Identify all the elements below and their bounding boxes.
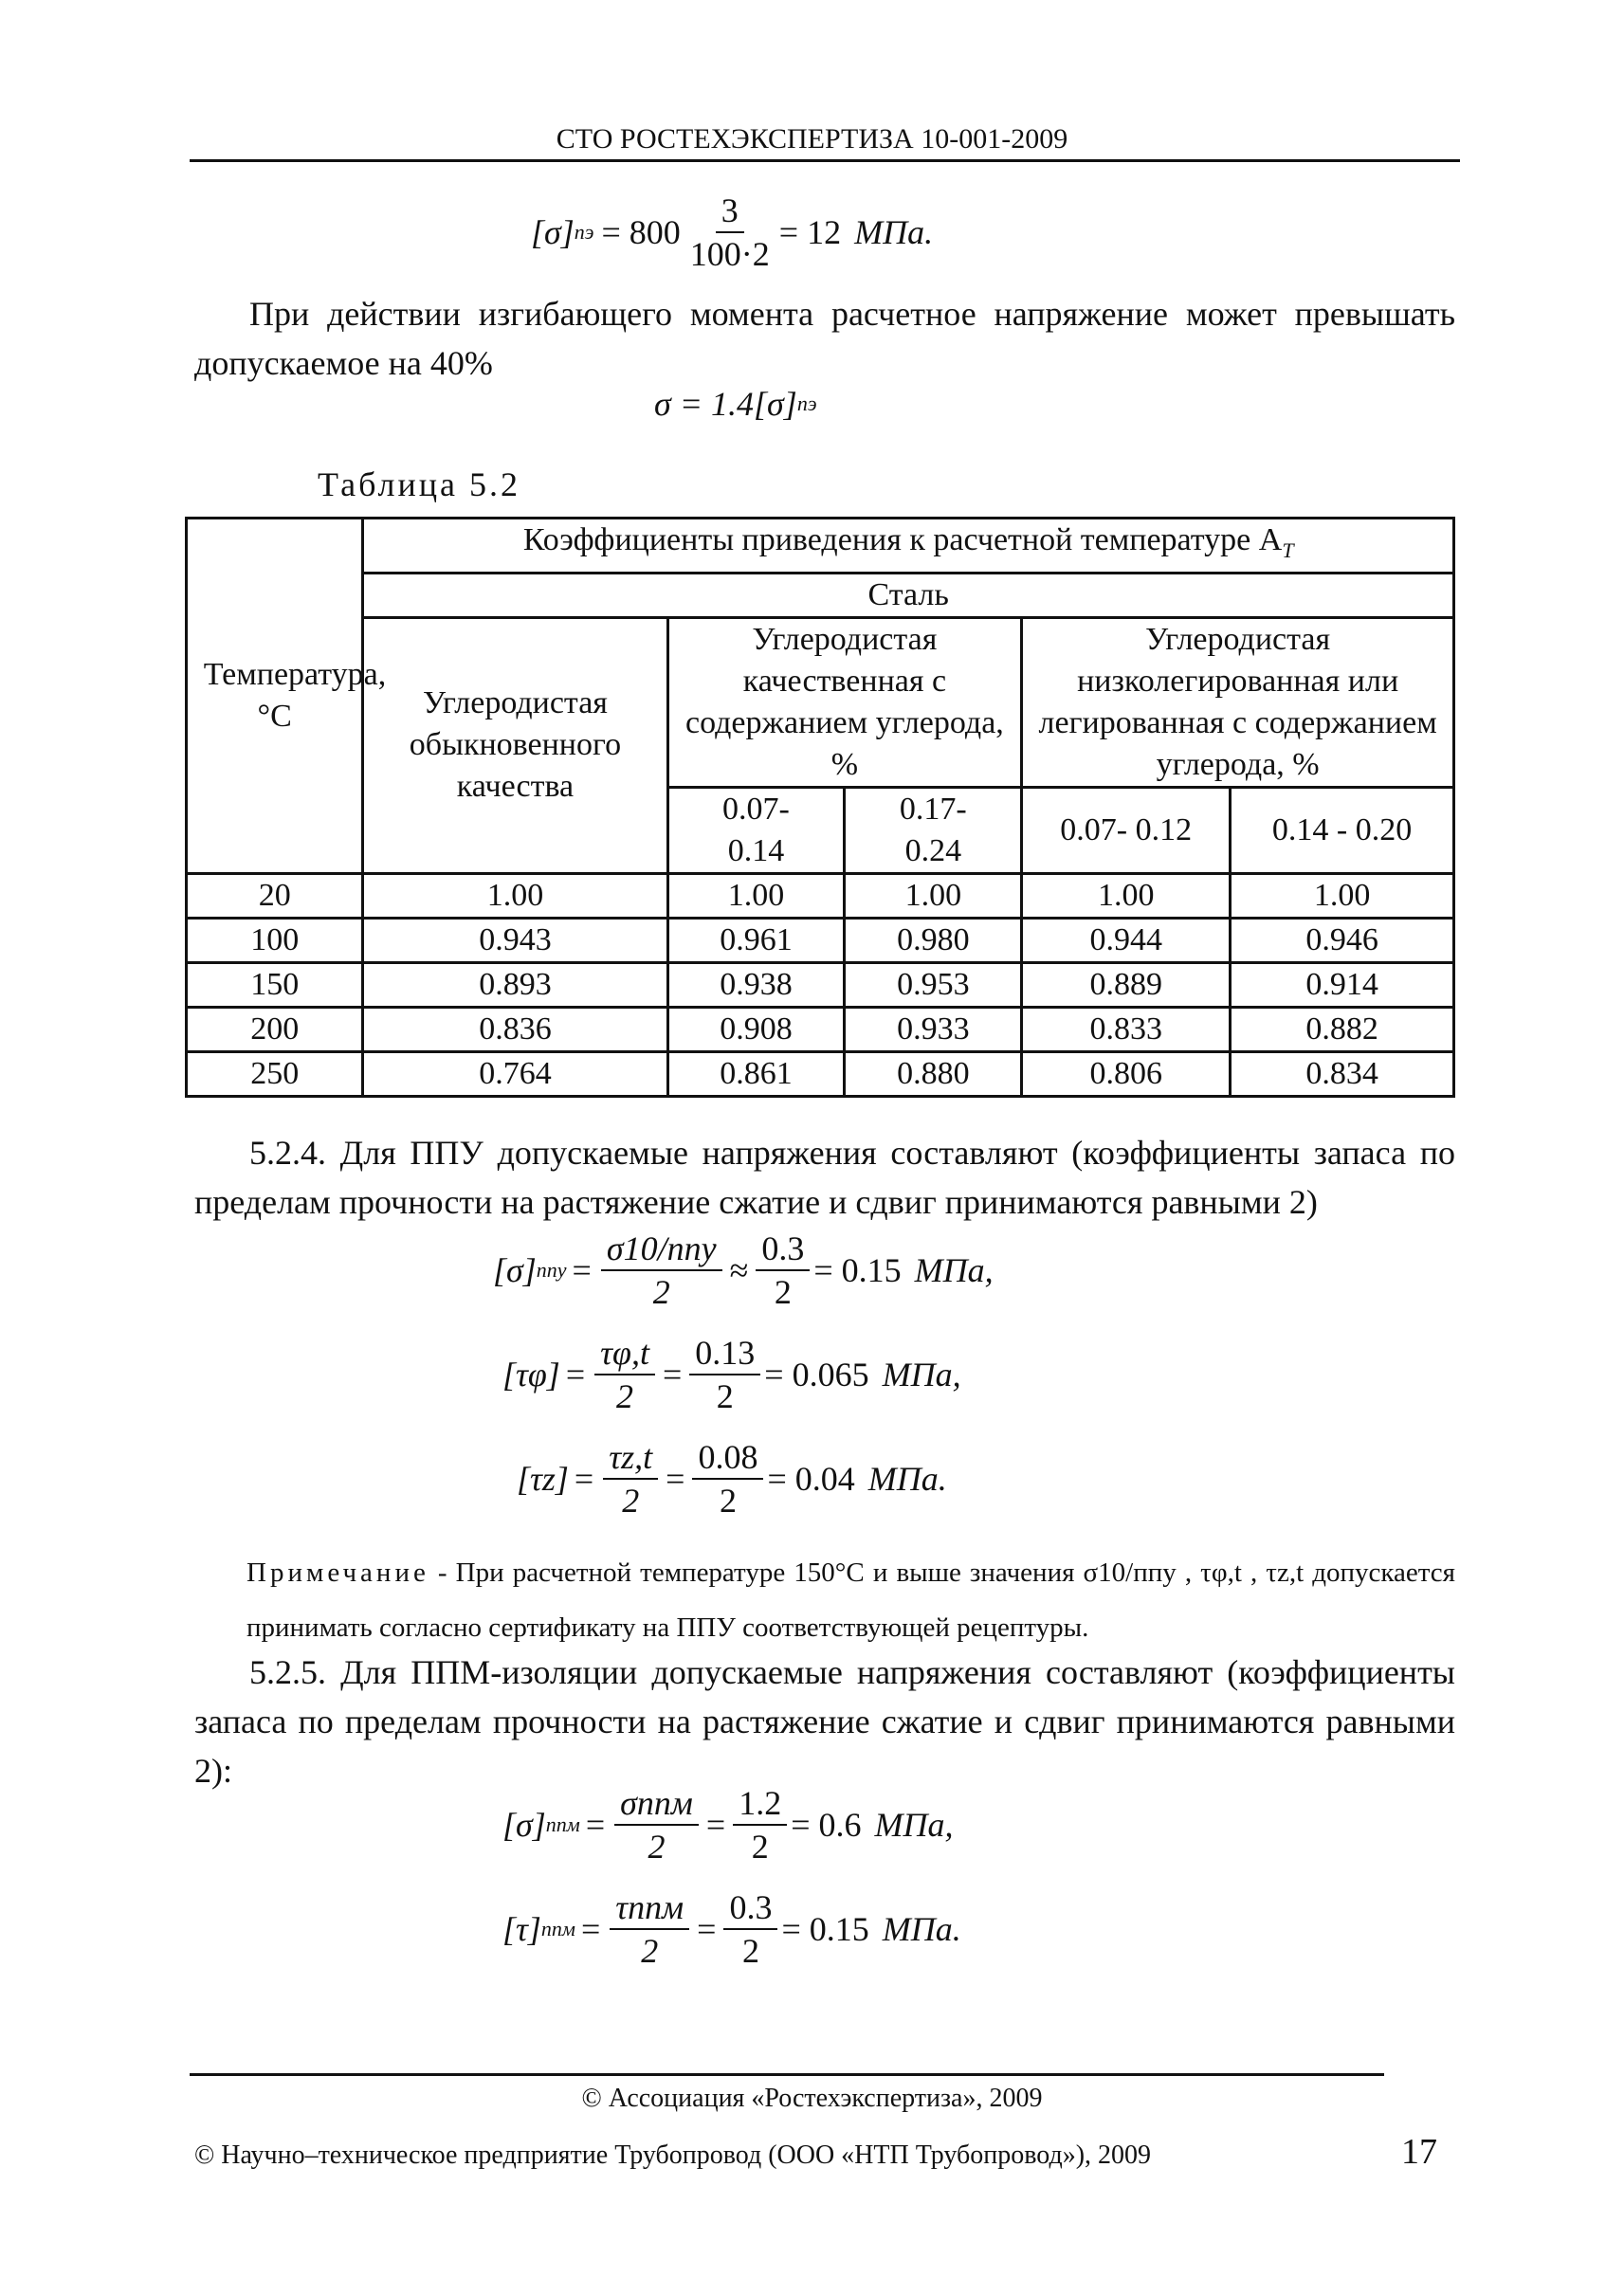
table-cell: 150 [187,962,363,1007]
header-coefficients: Коэффициенты приведения к расчетной температуре $A_T$ [363,519,1454,574]
formula-sigma-pe: [σ] пэ = 800 $\frac{3}{100\cdot 2}$ = 12 МПа. [531,191,934,273]
table-cell: 20 [187,873,363,918]
header-range-3: 0.07- 0.12 [1022,787,1231,873]
table-cell: 1.00 [1022,873,1231,918]
table-cell: 200 [187,1007,363,1051]
table-cell: 0.834 [1231,1051,1454,1096]
paragraph-bending: При действии изгибающего момента расчетное напряжение может превышать допускаемое на 40% [194,295,1455,382]
table-row [187,918,1454,962]
table-cell: 0.882 [1231,1007,1454,1051]
paragraph-ppu: 5.2.4. Для ППУ допускаемые напряжения составляют (коэффициенты запаса по пределам прочности на растяжение сжатие и сдвиг принимаются равными 2) [194,1134,1455,1221]
table-cell: 0.833 [1022,1007,1231,1051]
table-cell: 0.893 [363,962,667,1007]
paragraph-ppm: 5.2.5. Для ППМ-изоляции допускаемые напряжения составляют (коэффициенты запаса по пределам прочности на растяжение сжатие и сдвиг принимаются равными 2): [194,1653,1455,1790]
header-carbon-ordinary: Углеродистая обыкновенного качества [363,617,667,873]
table-cell: 1.00 [845,873,1022,918]
table-cell: 0.914 [1231,962,1454,1007]
note [246,1545,1455,1655]
footer-company: © Научно–техническое предприятие Трубопровод (ООО «НТП Трубопровод»), 2009 [194,2140,1152,2170]
header-rule [190,159,1460,162]
formula-sigma-bending: σ = 1.4[σ] пэ [654,385,817,423]
table-cell: 0.953 [845,962,1022,1007]
note-label: Примечание [246,1557,429,1588]
header-temperature: Температура, °C [187,519,363,874]
table-caption: Таблица 5.2 [318,465,520,503]
table-cell: 0.944 [1022,918,1231,962]
table-cell: 100 [187,918,363,962]
header-range-2: 0.17-0.24 [845,787,1022,873]
table-cell: 0.938 [667,962,845,1007]
table-row [187,962,1454,1007]
table-cell: 0.933 [845,1007,1022,1051]
page-header: СТО РОСТЕХЭКСПЕРТИЗА 10-001-2009 [556,123,1068,155]
table-cell: 1.00 [667,873,845,918]
coefficients-table [185,517,1455,1098]
table-cell: 0.836 [363,1007,667,1051]
formula-tau-z: [τz] = $\frac{\tau z,t}{2}$ = $\frac{0.08}{2}$ = 0.04 МПа. [517,1438,947,1520]
table-cell: 0.764 [363,1051,667,1096]
table-cell: 1.00 [1231,873,1454,918]
table-cell: 0.943 [363,918,667,962]
table-row [187,1051,1454,1096]
table-cell: 0.908 [667,1007,845,1051]
footer-rule [190,2073,1384,2076]
header-low-alloy: Углеродистая низколегированная или легированная с содержанием углерода, % [1022,617,1454,787]
header-range-1: 0.07-0.14 [667,787,845,873]
table-cell: 0.880 [845,1051,1022,1096]
formula-tau-ppm: [τ] ппм = $\frac{\text{τппм}}{2}$ = $\frac{0.3}{2}$ = 0.15 МПа. [502,1888,961,1970]
table-row [187,873,1454,918]
table-row [187,1007,1454,1051]
formula-sigma-ppm: [σ] ппм = $\frac{\text{σппм}}{2}$ = $\frac{1.2}{2}$ = 0.6 МПа, [502,1784,954,1866]
header-steel: Сталь [363,573,1454,617]
formula-tau-phi: [τφ] = $\frac{\tau\varphi,t}{2}$ = $\frac{0.13}{2}$ = 0.065 МПа, [502,1334,961,1415]
page-number: 17 [1401,2132,1437,2172]
footer-association: © Ассоциация «Ростехэкспертиза», 2009 [581,2084,1043,2113]
table-cell: 0.980 [845,918,1022,962]
header-carbon-quality: Углеродистая качественная с содержанием углерода, % [667,617,1022,787]
table-cell: 0.806 [1022,1051,1231,1096]
table-cell: 0.889 [1022,962,1231,1007]
note-text: - При расчетной температуре 150°С и выше значения σ10/ппу , τφ,t , τz,t допускается принимать согласно сертификату на ППУ соответствующей рецептуры. [246,1557,1455,1643]
table-cell: 0.861 [667,1051,845,1096]
table-cell: 0.946 [1231,918,1454,962]
table-cell: 1.00 [363,873,667,918]
header-range-4: 0.14 - 0.20 [1231,787,1454,873]
table-cell: 0.961 [667,918,845,962]
formula-sigma-ppu: [σ] ппу = $\frac{\text{σ10/ппу}}{2}$ ≈ $\frac{0.3}{2}$ = 0.15 МПа, [493,1229,994,1311]
table-cell: 250 [187,1051,363,1096]
